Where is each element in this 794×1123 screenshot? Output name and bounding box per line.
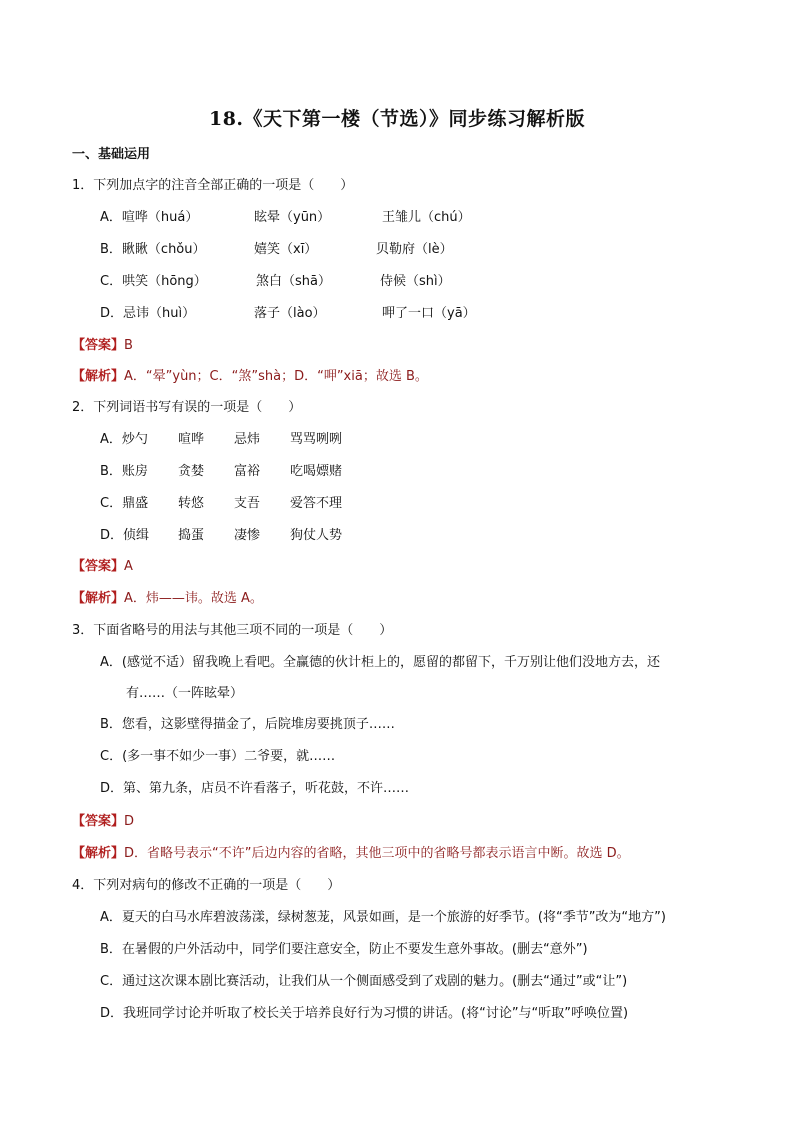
analysis-label: 【解析】 bbox=[72, 846, 125, 861]
q1-option-b-2: 嬉笑（xī） bbox=[254, 242, 318, 257]
q1-option-b-1: B．瞅瞅（chǒu） bbox=[100, 242, 206, 257]
q4-option-b: B．在暑假的户外活动中，同学们要注意安全，防止不要发生意外事故。(删去“意外”) bbox=[100, 942, 588, 957]
q2-option-c-1: C．鼎盛 bbox=[100, 496, 149, 511]
answer-label: 【答案】 bbox=[72, 338, 125, 353]
q2-option-d-1: D．侦缉 bbox=[100, 528, 150, 543]
q2-option-b-2: 贪婪 bbox=[178, 464, 205, 479]
analysis-text: A．“晕”yùn；C．“煞”shà；D．“呷”xiā；故选 B。 bbox=[124, 369, 428, 384]
q1-option-a-3: 王雏儿（chú） bbox=[382, 210, 471, 225]
q1-option-d-3: 呷了一口（yā） bbox=[382, 306, 476, 321]
question-4-stem: 4．下列对病句的修改不正确的一项是（ ） bbox=[72, 878, 341, 893]
q2-option-b-4: 吃喝嫖赌 bbox=[290, 464, 343, 479]
q3-option-b: B．您看，这影壁得描金了，后院堆房要挑顶子…… bbox=[100, 717, 395, 732]
q2-option-d-3: 凄惨 bbox=[234, 528, 261, 543]
q3-option-a-line1: A．(感觉不适）留我晚上看吧。全赢德的伙计柜上的，愿留的都留下，千万别让他们没地方去，还 bbox=[100, 655, 660, 670]
q1-option-d-1: D．忌讳（huì） bbox=[100, 306, 196, 321]
q1-option-b-3: 贝勒府（lè） bbox=[376, 242, 453, 257]
q3-answer bbox=[72, 813, 134, 831]
section-heading: 一、基础运用 bbox=[72, 147, 151, 162]
q1-option-c-2: 煞白（shā） bbox=[256, 274, 331, 289]
question-3-stem: 3．下面省略号的用法与其他三项不同的一项是（ ） bbox=[72, 623, 393, 638]
q1-option-c-1: C．哄笑（hōng） bbox=[100, 274, 207, 289]
page-title: 18.《天下第一楼（节选）》同步练习解析版 bbox=[208, 108, 586, 130]
q1-analysis bbox=[72, 368, 428, 386]
answer-value: B bbox=[124, 338, 133, 353]
answer-value: A bbox=[124, 559, 133, 574]
q1-option-c-3: 侍候（shì） bbox=[380, 274, 451, 289]
analysis-label: 【解析】 bbox=[72, 369, 125, 384]
q3-option-d: D．第、第九条，店员不许看落子，听花鼓，不许…… bbox=[100, 781, 410, 796]
analysis-text: D．省略号表示“不许”后边内容的省略，其他三项中的省略号都表示语言中断。故选 D。 bbox=[124, 846, 630, 861]
q2-option-a-4: 骂骂咧咧 bbox=[290, 432, 343, 447]
q4-option-d: D．我班同学讨论并听取了校长关于培养良好行为习惯的讲话。(将“讨论”与“听取”呼唤位置) bbox=[100, 1006, 629, 1021]
q2-option-a-2: 喧哗 bbox=[178, 432, 205, 447]
q3-analysis bbox=[72, 845, 630, 863]
q2-option-b-1: B．账房 bbox=[100, 464, 148, 479]
question-2-stem: 2．下列词语书写有误的一项是（ ） bbox=[72, 400, 302, 415]
analysis-text: A．炜——讳。故选 A。 bbox=[124, 591, 263, 606]
question-1-stem: 1．下列加点字的注音全部正确的一项是（ ） bbox=[72, 178, 354, 193]
q4-option-c: C．通过这次课本剧比赛活动，让我们从一个侧面感受到了戏剧的魅力。(删去“通过”或“让”) bbox=[100, 974, 628, 989]
q2-option-d-4: 狗仗人势 bbox=[290, 528, 343, 543]
q2-option-d-2: 捣蛋 bbox=[178, 528, 205, 543]
q4-option-a: A．夏天的白马水库碧波荡漾，绿树葱茏，风景如画，是一个旅游的好季节。(将“季节”改为“地方”) bbox=[100, 910, 666, 925]
q3-option-a-line2: 有……（一阵眩晕） bbox=[126, 686, 244, 701]
answer-label: 【答案】 bbox=[72, 814, 125, 829]
q1-option-d-2: 落子（lào） bbox=[254, 306, 326, 321]
q2-option-a-1: A．炒勺 bbox=[100, 432, 148, 447]
analysis-label: 【解析】 bbox=[72, 591, 125, 606]
q2-option-b-3: 富裕 bbox=[234, 464, 261, 479]
q2-option-c-2: 转悠 bbox=[178, 496, 205, 511]
q2-answer bbox=[72, 558, 133, 576]
q2-option-c-4: 爱答不理 bbox=[290, 496, 343, 511]
answer-label: 【答案】 bbox=[72, 559, 125, 574]
q2-option-a-3: 忌炜 bbox=[234, 432, 261, 447]
answer-value: D bbox=[124, 814, 135, 829]
q2-option-c-3: 支吾 bbox=[234, 496, 261, 511]
q3-option-c: C．(多一事不如少一事）二爷要，就…… bbox=[100, 749, 336, 764]
q1-answer bbox=[72, 337, 133, 355]
q1-option-a-1: A．喧哗（huá） bbox=[100, 210, 199, 225]
q2-analysis bbox=[72, 590, 263, 608]
q1-option-a-2: 眩晕（yūn） bbox=[254, 210, 331, 225]
